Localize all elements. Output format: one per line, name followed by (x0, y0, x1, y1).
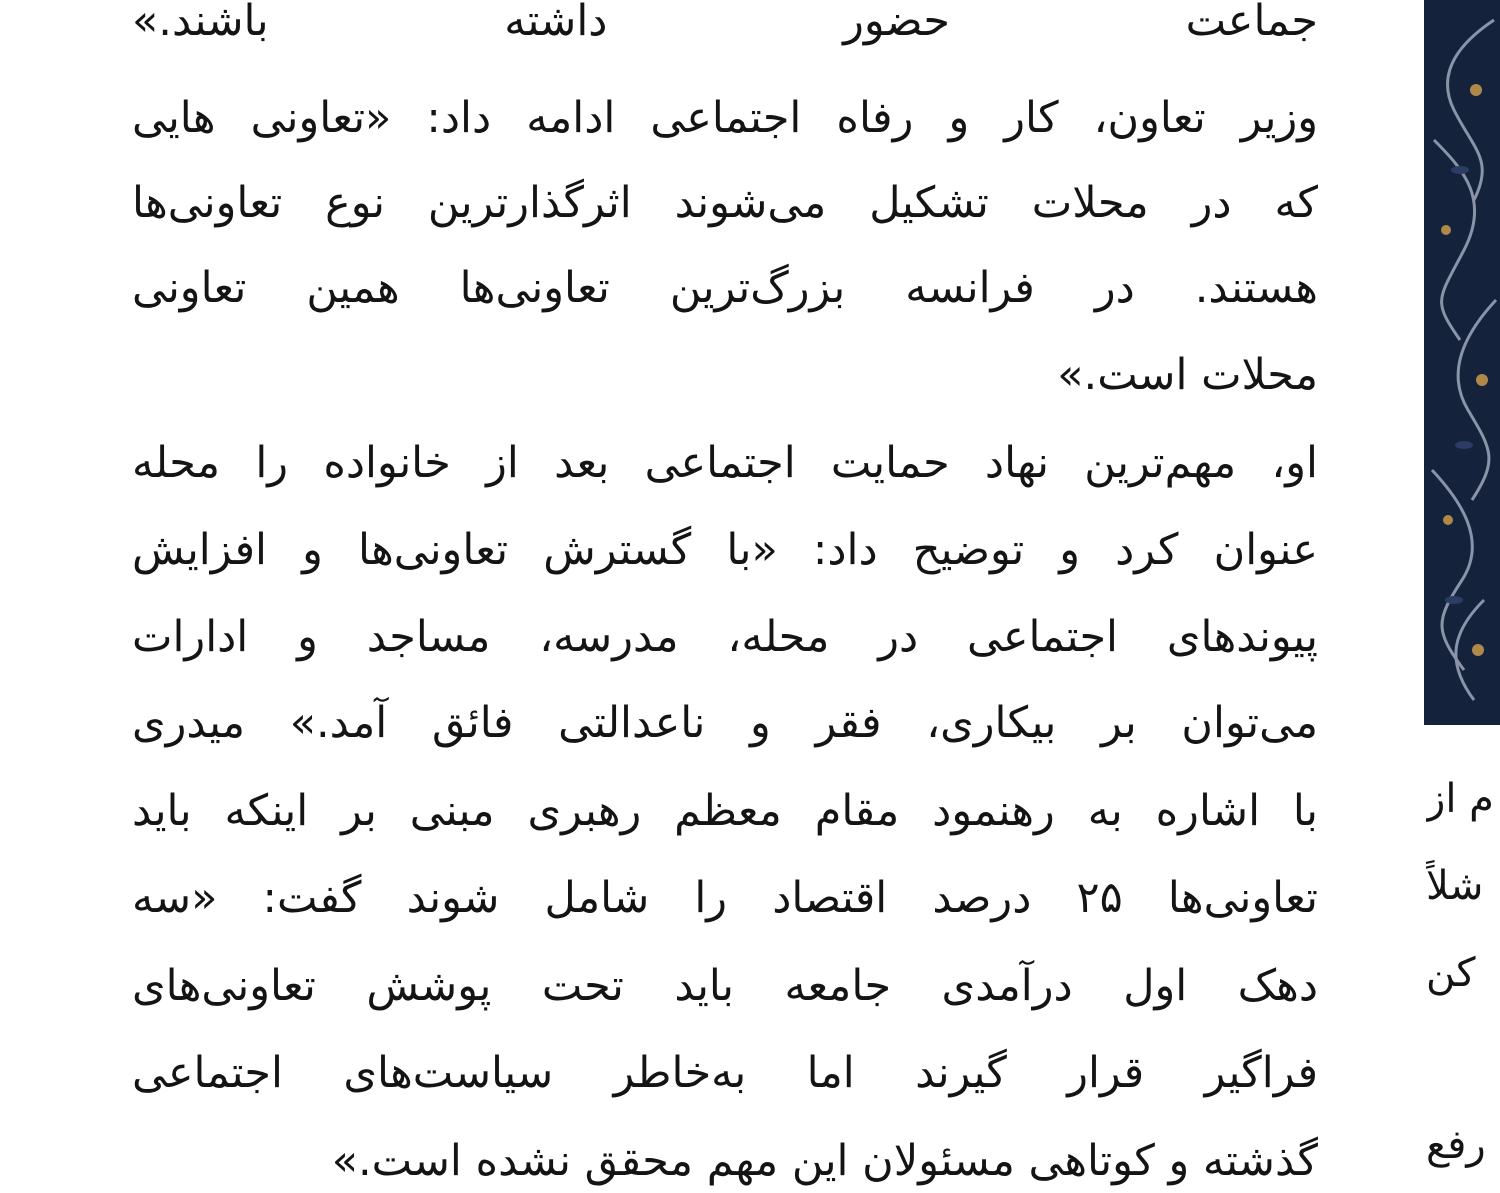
article-line-8: پیوندهای اجتماعی در محله، مدرسه، مساجد و ادارات (132, 612, 1318, 662)
carpet-pattern (1424, 0, 1500, 725)
carpet-flower (1441, 225, 1451, 235)
article-line-9: می‌توان بر بیکاری، فقر و ناعدالتی فائق آمد.» میدری (132, 698, 1318, 748)
carpet-flower (1476, 374, 1488, 386)
article-line-1: جماعت حضور داشته باشند.» (132, 0, 1318, 46)
article-line-12: دهک اول درآمدی جامعه باید تحت پوشش تعاونی‌های (132, 961, 1318, 1011)
carpet-flower (1470, 84, 1482, 96)
article-line-7: عنوان کرد و توضیح داد: «با گسترش تعاونی‌ها و افزایش (132, 525, 1318, 575)
article-column (132, 0, 1318, 1193)
carpet-background (1424, 0, 1500, 725)
caption-text: کن (1426, 950, 1476, 996)
carpet-leaf (1445, 596, 1463, 604)
caption-fragment-2 (1426, 851, 1500, 921)
article-line-4: هستند. در فرانسه بزرگ‌ترین تعاونی‌ها همین تعاونی (132, 263, 1318, 313)
article-line-14: گذشته و کوتاهی مسئولان این مهم محقق نشده است.» (331, 1136, 1318, 1186)
article-line-3: که در محلات تشکیل می‌شوند اثرگذارترین نوع تعاونی‌ها (132, 178, 1318, 228)
caption-text: رفع (1426, 1122, 1486, 1168)
caption-text: م از (1426, 776, 1494, 822)
caption-text: شلاً (1426, 863, 1484, 909)
caption-fragment-3 (1426, 938, 1500, 1008)
carpet-flower (1443, 515, 1453, 525)
article-line-6: او، مهم‌ترین نهاد حمایت اجتماعی بعد از خانواده را محله (132, 438, 1318, 488)
article-line-2: وزیر تعاون، کار و رفاه اجتماعی ادامه داد: «تعاونی هایی (132, 93, 1318, 143)
caption-fragment-4 (1426, 1110, 1500, 1180)
carpet-leaf (1451, 166, 1469, 174)
caption-fragment-1 (1426, 764, 1500, 834)
carpet-flower (1472, 644, 1484, 656)
article-line-5: محلات است.» (1057, 350, 1318, 400)
article-line-10: با اشاره به رهنمود مقام معظم رهبری مبنی بر اینکه باید (132, 786, 1318, 836)
article-line-13: فراگیر قرار گیرند اما به‌خاطر سیاست‌های اجتماعی (132, 1048, 1318, 1098)
article-line-11: تعاونی‌ها ۲۵ درصد اقتصاد را شامل شوند گفت: «سه (132, 873, 1318, 923)
carpet-leaf (1455, 441, 1473, 449)
carpet-photo-icon (1424, 0, 1500, 725)
